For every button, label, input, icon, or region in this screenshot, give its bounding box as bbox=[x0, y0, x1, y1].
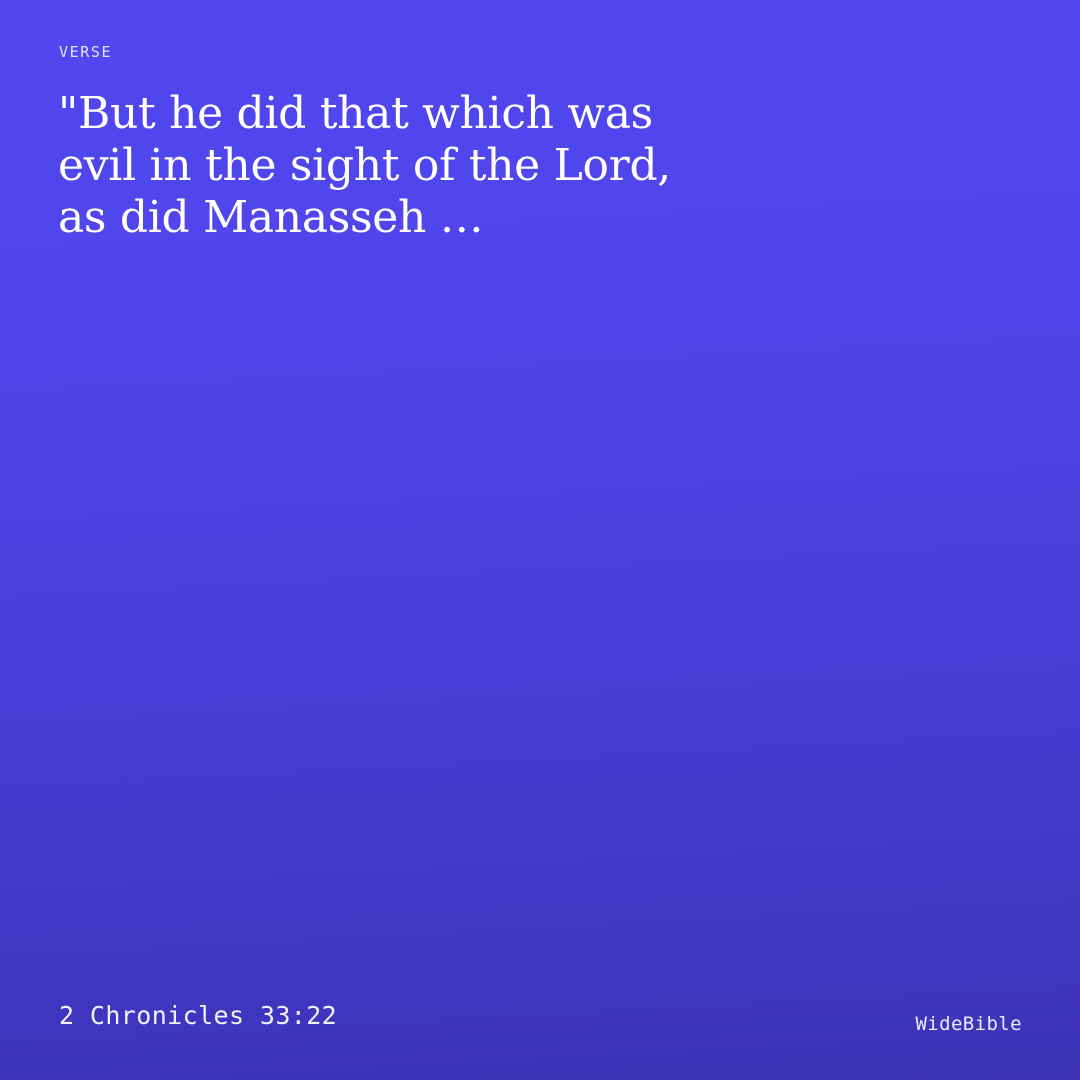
brand-wordmark: WideBible bbox=[915, 1013, 1022, 1035]
eyebrow-label: VERSE bbox=[59, 43, 113, 61]
verse-reference: 2 Chronicles 33:22 bbox=[59, 1001, 338, 1030]
verse-text: "But he did that which was evil in the sight of the Lord, as did Manasseh … bbox=[58, 88, 671, 243]
